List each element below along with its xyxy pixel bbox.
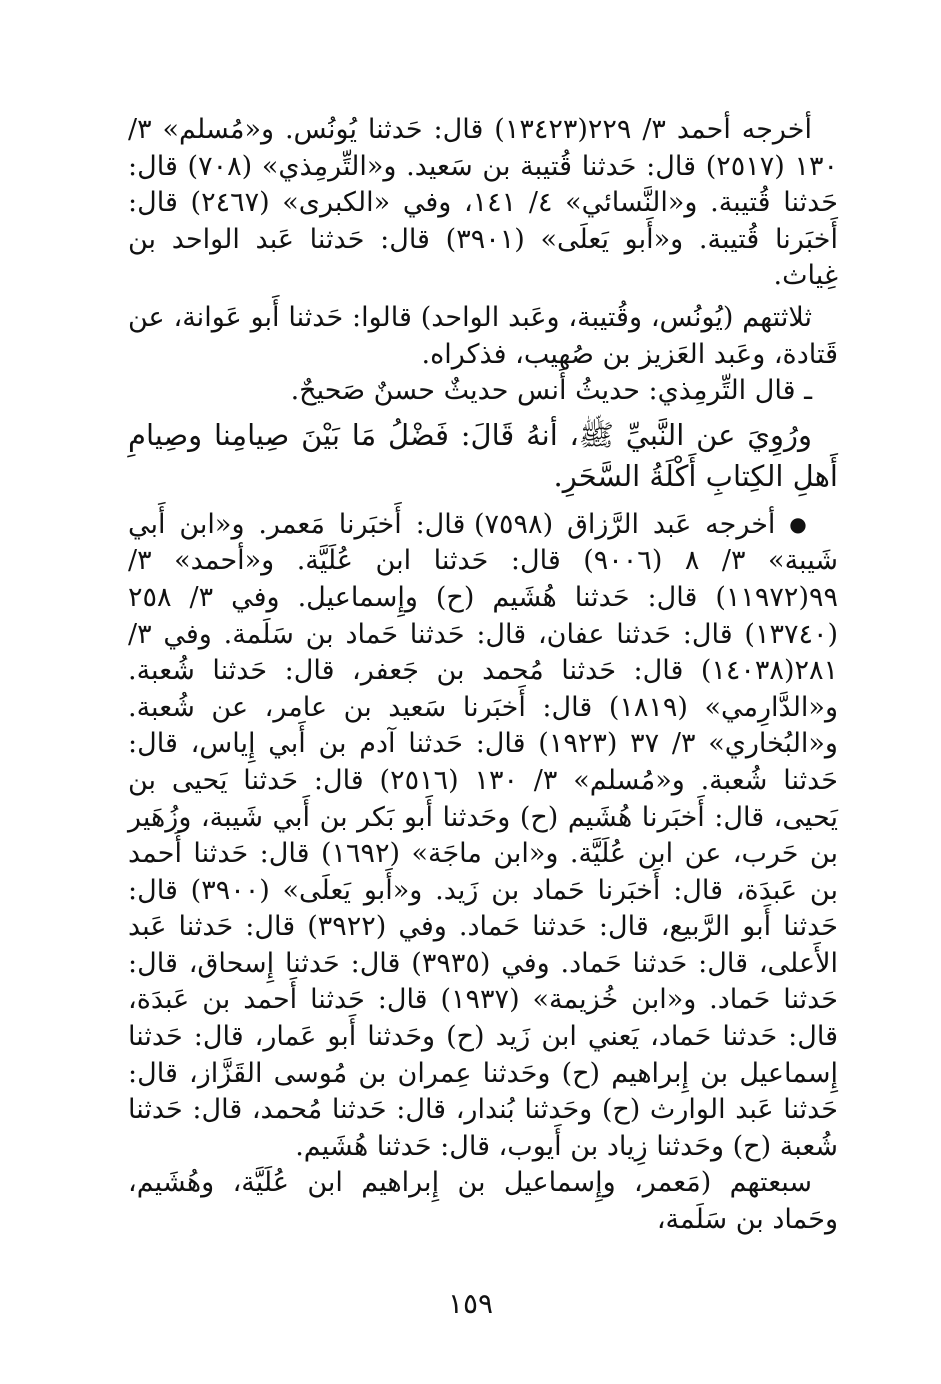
- takhrij-paragraph-1: أخرجه أحمد ٣/ ٢٢٩(١٣٤٢٣) قال: حَدثنا يُونُس. و«مُسلم» ٣/ ١٣٠ (٢٥١٧) قال: حَدثنا قُتيبة بن سَعيد. و«التِّرمِذي» (٧٠٨) قال: حَدثنا قُتيبة. و«النَّسائي» ٤/ ١٤١، وفي «الكبرى» (٢٤٦٧) قال: أَخبَرنا قُتيبة. و«أَبو يَعلَى» (٣٩٠١) قال: حَدثنا عَبد الواحد بن غِياث.: [128, 114, 838, 292]
- takhrij-paragraph-2: ثلاثتهم (يُونُس، وقُتيبة، وعَبد الواحد) قالوا: حَدثنا أَبو عَوانة، عن قَتادة، وعَبد العَزيز بن صُهيب، فذكراه.: [128, 301, 838, 370]
- page-number: ١٥٩: [447, 1287, 494, 1320]
- takhrij-paragraph-3: [128, 506, 838, 1166]
- bullet-icon: ●: [789, 511, 812, 536]
- takhrij-paragraph-4: سبعتهم (مَعمر، وإِسماعيل بن إِبراهيم ابن عُلَيَّة، وهُشَيم، وحَماد بن سَلَمة،: [128, 1167, 838, 1236]
- takhrij-paragraph-3-text: أخرجه عَبد الرَّزاق (٧٥٩٨) قال: أَخبَرنا مَعمر. و«ابن أَبي شَيبة» ٣/ ٨ (٩٠٠٦) قال: حَدثنا ابن عُلَيَّة. و«أحمد» ٣/ ٩٩(١١٩٧٢) قال: حَدثنا هُشَيم (ح) وإِسماعيل. وفي ٣/ ٢٥٨ (١٣٧٤٠) قال: حَدثنا عفان، قال: حَدثنا حَماد بن سَلَمة. وفي ٣/ ٢٨١(١٤٠٣٨) قال: حَدثنا مُحمد بن جَعفر، قال: حَدثنا شُعبة. و«الدَّارِمي» (١٨١٩) قال: أَخبَرنا سَعيد بن عامر، عن شُعبة. و«البُخاري» ٣/ ٣٧ (١٩٢٣) قال: حَدثنا آدم بن أَبي إِياس، قال: حَدثنا شُعبة. و«مُسلم» ٣/ ١٣٠ (٢٥١٦) قال: حَدثنا يَحيى بن يَحيى، قال: أَخبَرنا هُشَيم (ح) وحَدثنا أَبو بَكر بن أَبي شَيبة، وزُهَير بن حَرب، عن ابن عُلَيَّة. و«ابن ماجَة» (١٦٩٢) قال: حَدثنا أَحمد بن عَبدَة، قال: أَخبَرنا حَماد بن زَيد. و«أَبو يَعلَى» (٣٩٠٠) قال: حَدثنا أَبو الرَّبيع، قال: حَدثنا حَماد. وفي (٣٩٢٢) قال: حَدثنا عَبد الأَعلى، قال: حَدثنا حَماد. وفي (٣٩٣٥) قال: حَدثنا إِسحاق، قال: حَدثنا حَماد. و«ابن خُزيمة» (١٩٣٧) قال: حَدثنا أَحمد بن عَبدَة، قال: حَدثنا حَماد، يَعني ابن زَيد (ح) وحَدثنا أَبو عَمار، قال: حَدثنا إِسماعيل بن إِبراهيم (ح) وحَدثنا عِمران بن مُوسى القَزَّاز، قال: حَدثنا عَبد الوارث (ح) وحَدثنا بُندار، قال: حَدثنا مُحمد، قال: حَدثنا شُعبة (ح) وحَدثنا زِياد بن أَيوب، قال: حَدثنا هُشَيم.: [128, 508, 839, 1162]
- main-text: [128, 112, 838, 1239]
- hadith-text: ورُوِيَ عن النَّبيِّ ﷺ، أنهُ قَالَ: فَضْلُ مَا بَيْنَ صِيامِنا وصِيامِ أَهلِ الكِتابِ أَكْلَةُ السَّحَرِ.: [128, 417, 838, 493]
- tirmidhi-comment: ـ قال التِّرمِذي: حديثُ أَنس حديثٌ حسنٌ صَحيحٌ.: [290, 375, 812, 407]
